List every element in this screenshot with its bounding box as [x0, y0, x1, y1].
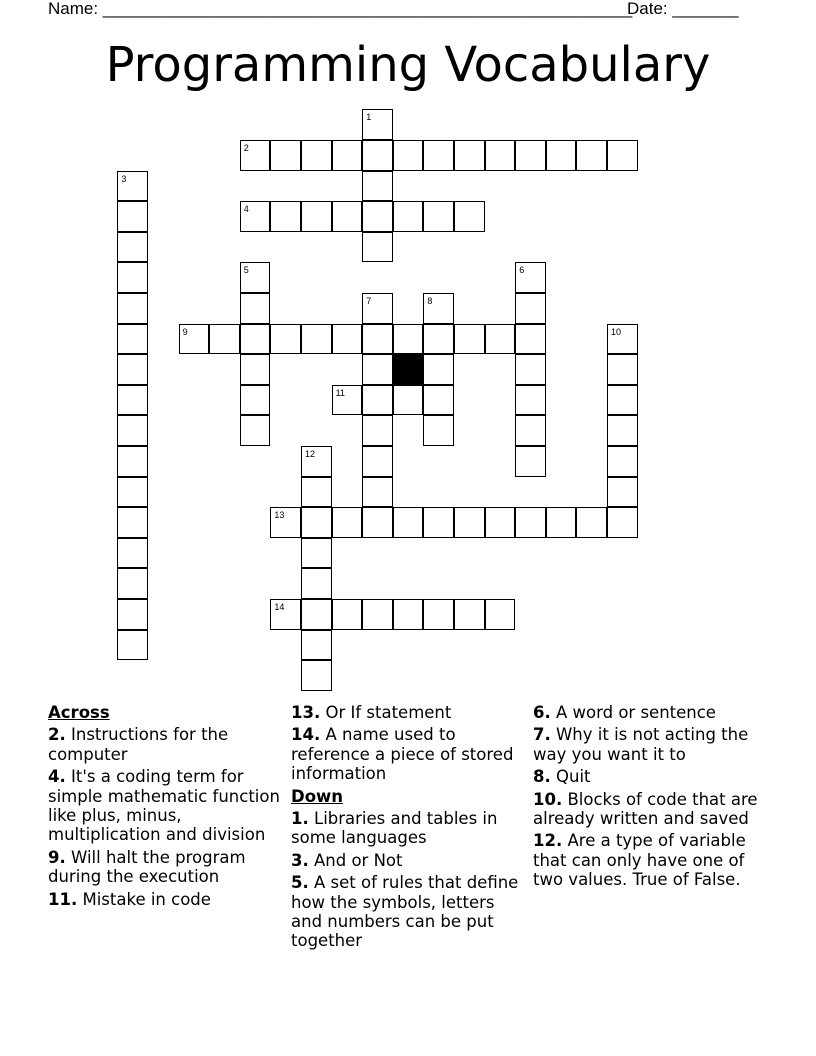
grid-cell[interactable] — [423, 201, 454, 232]
clue-number: 7 — [366, 296, 372, 306]
grid-cell[interactable] — [117, 599, 148, 630]
down-heading: Down — [291, 786, 344, 806]
grid-cell[interactable] — [393, 140, 424, 171]
grid-cell[interactable] — [423, 324, 454, 355]
clue-across-2: 2. Instructions for the computer — [48, 725, 229, 764]
grid-cell[interactable] — [362, 232, 393, 263]
grid-cell[interactable] — [301, 538, 332, 569]
clue-down-5: 5. A set of rules that define how the symbols, letters and numbers can be put together — [291, 873, 519, 951]
grid-cell[interactable] — [423, 507, 454, 538]
grid-cell[interactable] — [332, 599, 363, 630]
grid-cell[interactable] — [301, 446, 332, 477]
clue-down-1: 1. Libraries and tables in some languages — [291, 809, 498, 848]
grid-cell[interactable] — [362, 446, 393, 477]
grid-cell[interactable] — [209, 324, 240, 355]
grid-cell[interactable] — [393, 201, 424, 232]
clue-down-8: 8. Quit — [533, 767, 591, 787]
grid-cell[interactable] — [117, 446, 148, 477]
grid-cell[interactable] — [423, 293, 454, 324]
grid-cell[interactable] — [332, 507, 363, 538]
grid-cell[interactable] — [117, 262, 148, 293]
grid-cell[interactable] — [117, 568, 148, 599]
grid-cell[interactable] — [117, 415, 148, 446]
grid-cell[interactable] — [423, 415, 454, 446]
clue-down-7: 7. Why it is not acting the way you want it to — [533, 725, 749, 764]
grid-cell[interactable] — [362, 109, 393, 140]
clue-number: 9 — [182, 326, 188, 337]
date-line: Date: _______ — [627, 0, 739, 18]
grid-cell[interactable] — [240, 354, 271, 385]
grid-cell[interactable] — [362, 293, 393, 324]
grid-cell[interactable] — [515, 507, 546, 538]
grid-cell[interactable] — [117, 324, 148, 355]
grid-cell[interactable] — [117, 354, 148, 385]
clue-number: 11 — [335, 387, 345, 398]
clue-number: 2 — [243, 143, 249, 153]
grid-cell[interactable] — [301, 324, 332, 355]
clue-down-12: 12. Are a type of variable that can only have one of two values. True of False. — [533, 831, 746, 890]
grid-cell[interactable] — [515, 324, 546, 355]
clue-number: 14 — [274, 602, 285, 612]
clue-number: 13 — [274, 510, 285, 521]
clue-number: 12 — [305, 449, 316, 459]
grid-cell[interactable] — [607, 324, 638, 355]
grid-cell[interactable] — [117, 201, 148, 232]
grid-cell[interactable] — [362, 201, 393, 232]
grid-cell[interactable] — [515, 415, 546, 446]
grid-cell[interactable] — [454, 201, 485, 232]
grid-cell[interactable] — [117, 507, 148, 538]
grid-cell[interactable] — [607, 507, 638, 538]
clue-number: 5 — [243, 265, 249, 276]
grid-cell[interactable] — [270, 507, 301, 538]
grid-cell[interactable] — [301, 507, 332, 538]
clue-number: 8 — [427, 296, 433, 306]
grid-cell[interactable] — [515, 262, 546, 293]
grid-cell[interactable] — [117, 385, 148, 416]
grid-cell[interactable] — [117, 538, 148, 569]
grid-cell[interactable] — [607, 415, 638, 446]
clue-column-2 — [291, 703, 527, 954]
grid-cell[interactable] — [117, 232, 148, 263]
grid-cell[interactable] — [362, 385, 393, 416]
clue-across-14: 14. A name used to reference a piece of stored information — [291, 725, 514, 784]
grid-cell[interactable] — [423, 354, 454, 385]
grid-cell[interactable] — [270, 324, 301, 355]
grid-cell[interactable] — [117, 630, 148, 661]
grid-cell[interactable] — [301, 660, 332, 691]
grid-cell[interactable] — [301, 599, 332, 630]
grid-cell[interactable] — [607, 385, 638, 416]
clue-number: 6 — [519, 265, 525, 276]
grid-cell[interactable] — [423, 385, 454, 416]
grid-cell[interactable] — [240, 140, 271, 171]
grid-cell[interactable] — [179, 324, 210, 355]
grid-cell[interactable] — [362, 354, 393, 385]
clue-number: 4 — [243, 204, 249, 215]
grid-cell[interactable] — [485, 324, 516, 355]
grid-cell[interactable] — [393, 507, 424, 538]
grid-cell[interactable] — [423, 140, 454, 171]
across-heading: Across — [48, 703, 110, 722]
grid-cell[interactable] — [362, 599, 393, 630]
grid-cell[interactable] — [607, 354, 638, 385]
grid-cell[interactable] — [362, 415, 393, 446]
grid-cell[interactable] — [515, 354, 546, 385]
grid-cell[interactable] — [393, 385, 424, 416]
grid-cell[interactable] — [485, 507, 516, 538]
grid-cell[interactable] — [423, 599, 454, 630]
grid-cell[interactable] — [393, 599, 424, 630]
grid-cell[interactable] — [240, 262, 271, 293]
grid-cell[interactable] — [362, 324, 393, 355]
grid-cell[interactable] — [362, 171, 393, 202]
grid-cell[interactable] — [515, 385, 546, 416]
grid-cell[interactable] — [270, 599, 301, 630]
grid-cell[interactable] — [270, 201, 301, 232]
name-line: Name: ________________________________________________________ — [48, 0, 633, 18]
grid-cell[interactable] — [607, 477, 638, 508]
clue-down-6: 6. A word or sentence — [533, 703, 716, 722]
grid-cell[interactable] — [301, 630, 332, 661]
grid-cell[interactable] — [332, 385, 363, 416]
grid-cell[interactable] — [332, 201, 363, 232]
grid-cell[interactable] — [362, 477, 393, 508]
grid-cell[interactable] — [332, 324, 363, 355]
clue-across-13: 13. Or If statement — [291, 703, 452, 722]
grid-cell[interactable] — [454, 507, 485, 538]
grid-cell[interactable] — [240, 201, 271, 232]
grid-cell[interactable] — [454, 599, 485, 630]
clue-down-3: 3. And or Not — [291, 850, 403, 870]
grid-cell[interactable] — [301, 477, 332, 508]
clue-across-11: 11. Mistake in code — [48, 889, 211, 909]
grid-cell[interactable] — [240, 324, 271, 355]
grid-cell[interactable] — [240, 293, 271, 324]
grid-cell[interactable] — [117, 477, 148, 508]
clue-number: 10 — [611, 326, 622, 337]
grid-cell[interactable] — [270, 140, 301, 171]
clue-number: 3 — [121, 173, 127, 184]
clue-number: 1 — [366, 112, 372, 123]
grid-cell[interactable] — [332, 140, 363, 171]
black-cell — [393, 354, 424, 385]
grid-cell[interactable] — [607, 140, 638, 171]
grid-cell[interactable] — [607, 446, 638, 477]
clue-across-9: 9. Will halt the program during the execution — [48, 847, 246, 887]
clue-column-3 — [533, 703, 769, 893]
grid-cell[interactable] — [576, 507, 607, 538]
grid-cell[interactable] — [485, 599, 516, 630]
grid-cell[interactable] — [515, 446, 546, 477]
grid-cell[interactable] — [454, 324, 485, 355]
grid-cell[interactable] — [515, 293, 546, 324]
grid-cell[interactable] — [515, 140, 546, 171]
grid-cell[interactable] — [546, 140, 577, 171]
grid-cell[interactable] — [301, 140, 332, 171]
grid-cell[interactable] — [485, 140, 516, 171]
grid-cell[interactable] — [240, 415, 271, 446]
grid-cell[interactable] — [117, 171, 148, 202]
grid-cell[interactable] — [576, 140, 607, 171]
page-title: Programming Vocabulary — [105, 37, 711, 93]
grid-cell[interactable] — [454, 140, 485, 171]
grid-cell[interactable] — [362, 140, 393, 171]
grid-cell[interactable] — [362, 507, 393, 538]
clue-down-10: 10. Blocks of code that are already written and saved — [533, 789, 758, 829]
grid-cell[interactable] — [546, 507, 577, 538]
grid-cell[interactable] — [301, 201, 332, 232]
clue-across-4: 4. It's a coding term for simple mathematic function like plus, minus, multiplication and division — [48, 767, 280, 845]
clue-column-1 — [48, 703, 284, 912]
grid-cell[interactable] — [301, 568, 332, 599]
grid-cell[interactable] — [117, 293, 148, 324]
grid-cell[interactable] — [393, 324, 424, 355]
grid-cell[interactable] — [240, 385, 271, 416]
